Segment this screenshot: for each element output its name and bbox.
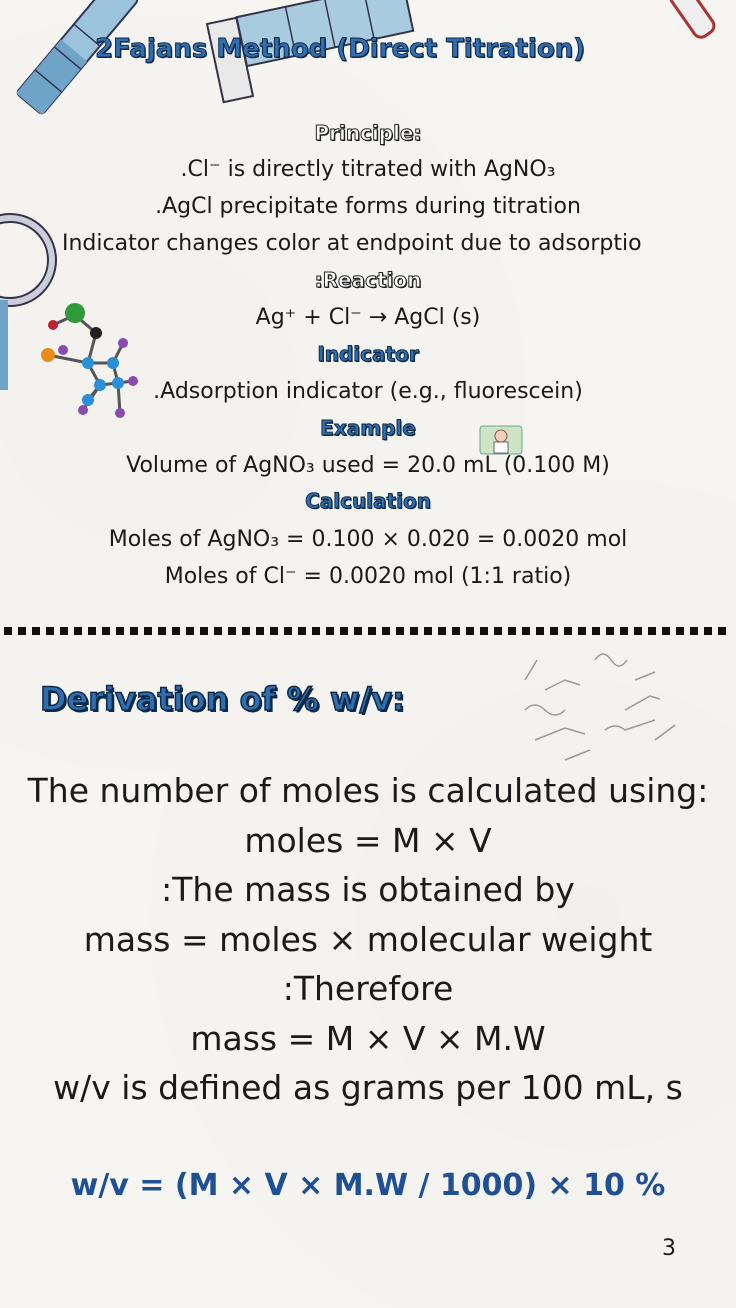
calculation-line-2: Moles of Cl⁻ = 0.0020 mol (1:1 ratio) — [164, 564, 572, 589]
reaction-heading: :Reaction — [314, 268, 422, 292]
calculation-line-1: Moles of AgNO₃ = 0.100 × 0.020 = 0.0020 mol — [108, 527, 628, 552]
example-text: Volume of AgNO₃ used = 20.0 mL (0.100 M) — [126, 453, 610, 478]
principle-line-3: Indicator changes color at endpoint due to adsorptio — [62, 231, 642, 256]
calculation-heading: Calculation — [305, 489, 431, 513]
derivation-line-3: :The mass is obtained by — [161, 870, 575, 909]
derivation-line-1: The number of moles is calculated using: — [27, 771, 709, 810]
principle-heading: Principle: — [314, 121, 422, 145]
reaction-equation: Ag⁺ + Cl⁻ → AgCl (s) — [255, 305, 481, 330]
math-formulas-illustration — [505, 640, 695, 780]
derivation-line-6: mass = M × V × M.W — [190, 1019, 546, 1058]
principle-line-1: .Cl⁻ is directly titrated with AgNO₃ — [180, 157, 556, 182]
dotted-divider — [4, 627, 732, 635]
thermometer-illustration — [670, 0, 736, 40]
page-title: 2Fajans Method (Direct Titration) — [95, 34, 586, 64]
indicator-text: .Adsorption indicator (e.g., fluorescein) — [153, 379, 583, 404]
principle-line-2: .AgCl precipitate forms during titration — [155, 194, 581, 219]
page-number: 3 — [662, 1236, 676, 1261]
indicator-heading: Indicator — [317, 342, 419, 366]
derivation-line-4: mass = moles × molecular weight — [83, 920, 653, 959]
example-heading: Example — [320, 416, 416, 440]
derivation-line-7: w/v is defined as grams per 100 mL, s — [53, 1068, 683, 1107]
derivation-heading: Derivation of % w/v: — [40, 680, 405, 718]
wv-formula: w/v = (M × V × M.W / 1000) × 10 % — [70, 1168, 666, 1203]
derivation-line-5: :Therefore — [282, 969, 454, 1008]
derivation-line-2: moles = M × V — [244, 821, 492, 860]
